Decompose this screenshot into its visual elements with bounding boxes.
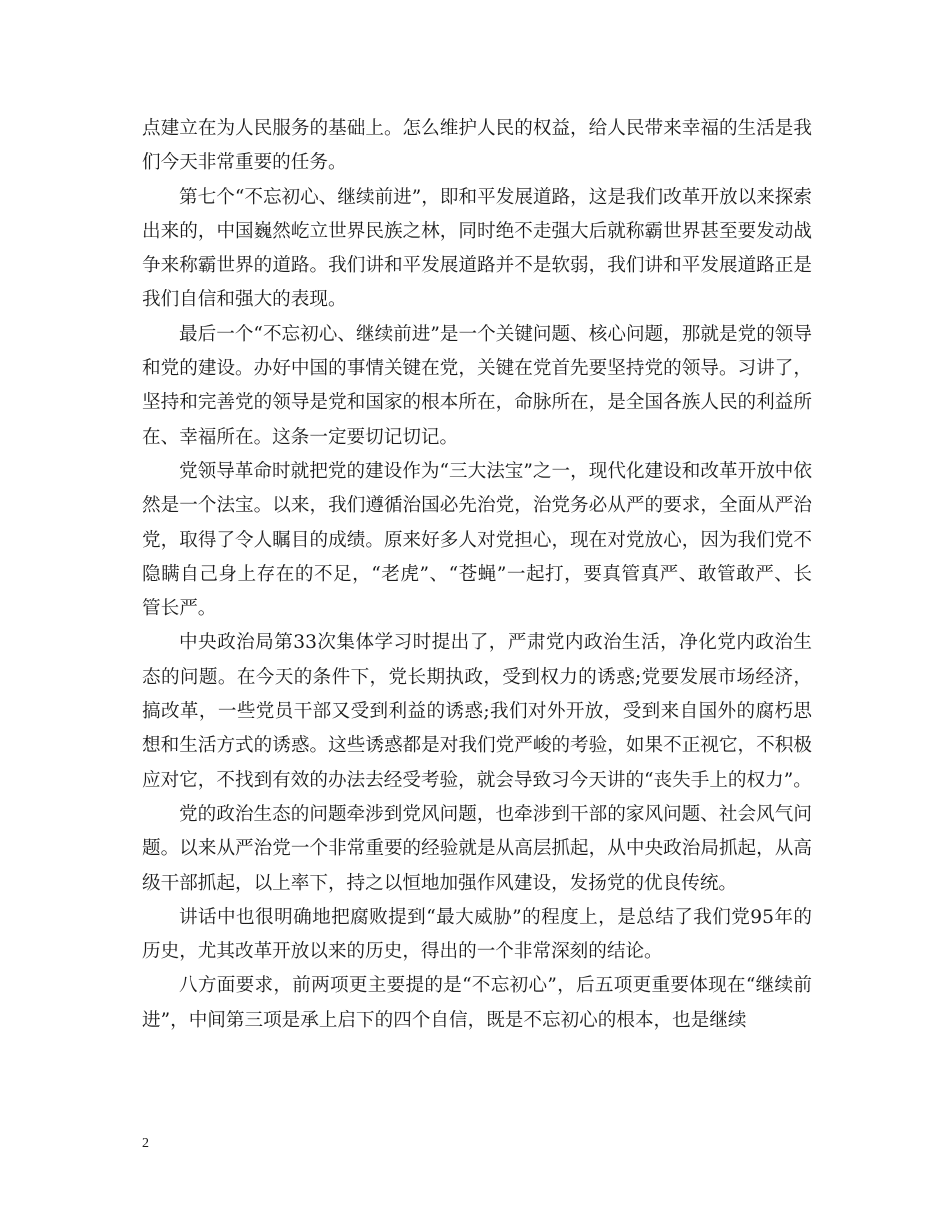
paragraph-6: 党的政治生态的问题牵涉到党风问题，也牵涉到干部的家风问题、社会风气问题。以来从严治党一个非常重要的经验就是从高层抓起，从中央政治局抓起，从高级干部抓起，以上率下，持之以恒地加强作风建设，发扬党的优良传统。 xyxy=(142,803,812,894)
document-body xyxy=(142,112,812,1038)
paragraph-8: 八方面要求，前两项更主要提的是“不忘初心”，后五项更重要体现在“继续前进”，中间第三项是承上启下的四个自信，既是不忘初心的根本，也是继续 xyxy=(142,975,812,1031)
paragraph-2: 第七个“不忘初心、继续前进”，即和平发展道路，这是我们改革开放以来探索出来的，中国巍然屹立世界民族之林，同时绝不走强大后就称霸世界甚至要发动战争来称霸世界的道路。我们讲和平发展道路并不是软弱，我们讲和平发展道路正是我们自信和强大的表现。 xyxy=(142,186,812,311)
paragraph-3: 最后一个“不忘初心、继续前进”是一个关键问题、核心问题，那就是党的领导和党的建设。办好中国的事情关键在党，关键在党首先要坚持党的领导。习讲了，坚持和完善党的领导是党和国家的根本所在，命脉所在，是全国各族人民的利益所在、幸福所在。这条一定要切记切记。 xyxy=(142,323,812,448)
paragraph-5: 中央政治局第33次集体学习时提出了，严肃党内政治生活，净化党内政治生态的问题。在今天的条件下，党长期执政，受到权力的诱惑;党要发展市场经济，搞改革，一些党员干部又受到利益的诱惑;我们对外开放，受到来自国外的腐朽思想和生活方式的诱惑。这些诱惑都是对我们党严峻的考验，如果不正视它，不积极应对它，不找到有效的办法去经受考验，就会导致习今天讲的“丧失手上的权力”。 xyxy=(142,632,812,791)
page-number: 2 xyxy=(142,1136,149,1151)
paragraph-4: 党领导革命时就把党的建设作为“三大法宝”之一，现代化建设和改革开放中依然是一个法宝。以来，我们遵循治国必先治党，治党务必从严的要求，全面从严治党，取得了令人瞩目的成绩。原来好多人对党担心，现在对党放心，因为我们党不隐瞒自己身上存在的不足，“老虎”、“苍蝇”一起打，要真管真严、敢管敢严、长管长严。 xyxy=(142,460,812,620)
paragraph-1: 点建立在为人民服务的基础上。怎么维护人民的权益，给人民带来幸福的生活是我们今天非常重要的任务。 xyxy=(142,118,812,174)
paragraph-7: 讲话中也很明确地把腐败提到“最大威胁”的程度上，是总结了我们党95年的历史，尤其改革开放以来的历史，得出的一个非常深刻的结论。 xyxy=(142,906,812,963)
